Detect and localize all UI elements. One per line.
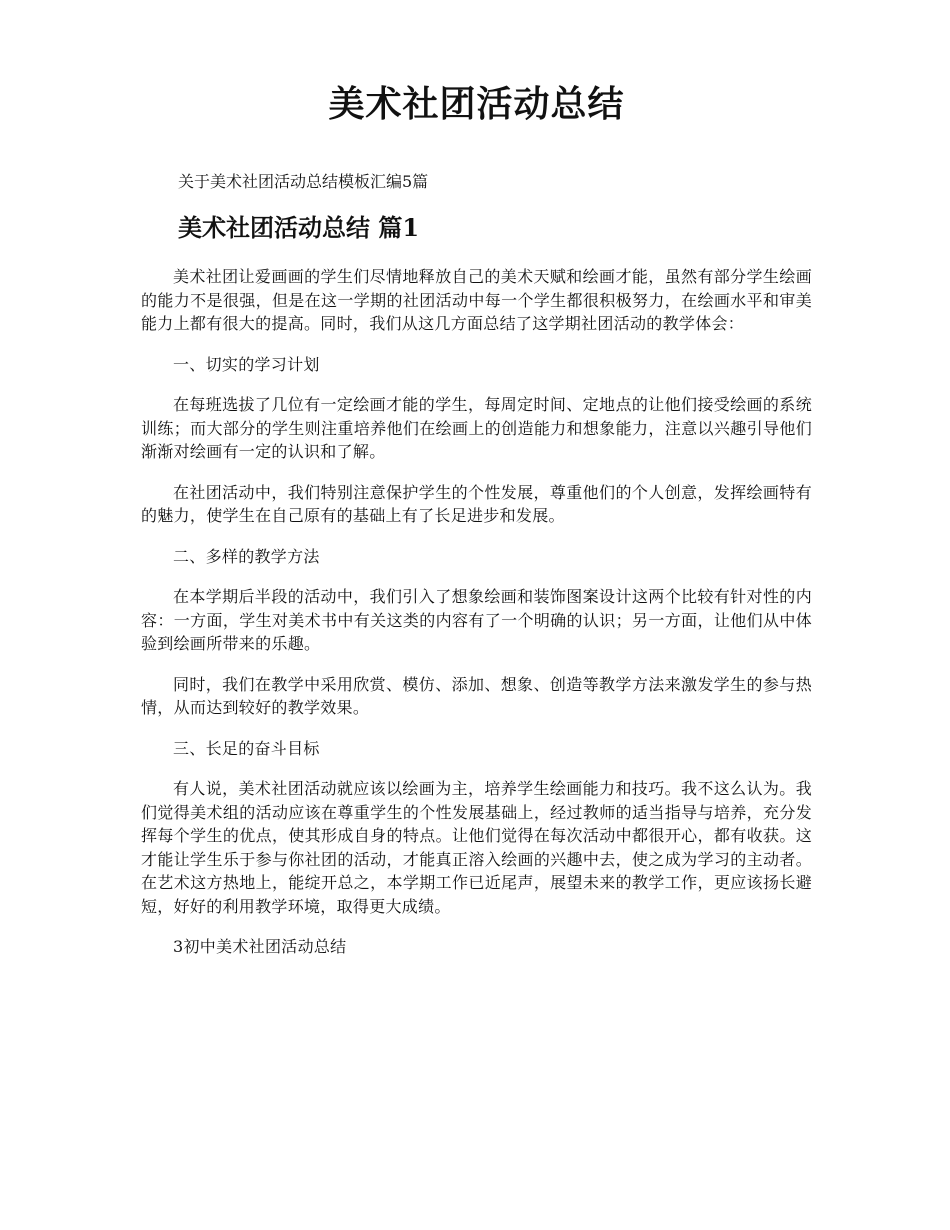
paragraph-methods-1: 在本学期后半段的活动中，我们引入了想象绘画和装饰图案设计这两个比较有针对性的内容：一方面，学生对美术书中有关这类的内容有了一个明确的认识；另一方面，让他们从中体验到绘画所带来的乐趣。 (141, 587, 812, 653)
subheading-methods: 二、多样的教学方法 (173, 546, 320, 566)
paragraph-plan-2: 在社团活动中，我们特别注意保护学生的个性发展，尊重他们的个人创意，发挥绘画特有的魅力，使学生在自己原有的基础上有了长足进步和发展。 (141, 482, 812, 525)
paragraph-goals: 有人说，美术社团活动就应该以绘画为主，培养学生绘画能力和技巧。我不这么认为。我们觉得美术组的活动应该在尊重学生的个性发展基础上，经过教师的适当指导与培养，充分发挥每个学生的优点，使其形成自身的特点。让他们觉得在每次活动中都很开心，都有收获。这才能让学生乐于参与你社团的活动，才能真正溶入绘画的兴趣中去，使之成为学习的主动者。在艺术这方热地上，能绽开总之，本学期工作已近尾声，展望未来的教学工作，更应该扬长避短，好好的利用教学环境，取得更大成绩。 (141, 779, 812, 916)
paragraph-intro: 美术社团让爱画画的学生们尽情地释放自己的美术天赋和绘画才能，虽然有部分学生绘画的能力不是很强，但是在这一学期的社团活动中每一个学生都很积极努力，在绘画水平和审美能力上都有很大的提高。同时，我们从这几方面总结了这学期社团活动的教学体会： (141, 267, 812, 333)
document-title: 美术社团活动总结 (328, 83, 625, 125)
section-heading: 美术社团活动总结 篇1 (178, 213, 420, 242)
next-section-label: 3初中美术社团活动总结 (173, 937, 347, 956)
document-body (141, 265, 812, 976)
subheading-plan: 一、切实的学习计划 (173, 354, 320, 374)
paragraph-plan-1: 在每班选拔了几位有一定绘画才能的学生，每周定时间、定地点的让他们接受绘画的系统训练；而大部分的学生则注重培养他们在绘画上的创造能力和想象能力，注意以兴趣引导他们渐渐对绘画有一定的认识和了解。 (141, 395, 812, 461)
paragraph-methods-2: 同时，我们在教学中采用欣赏、模仿、添加、想象、创造等教学方法来激发学生的参与热情，从而达到较好的教学效果。 (141, 674, 812, 717)
document-subtitle: 关于美术社团活动总结模板汇编5篇 (178, 172, 429, 191)
subheading-goals: 三、长足的奋斗目标 (173, 738, 320, 758)
